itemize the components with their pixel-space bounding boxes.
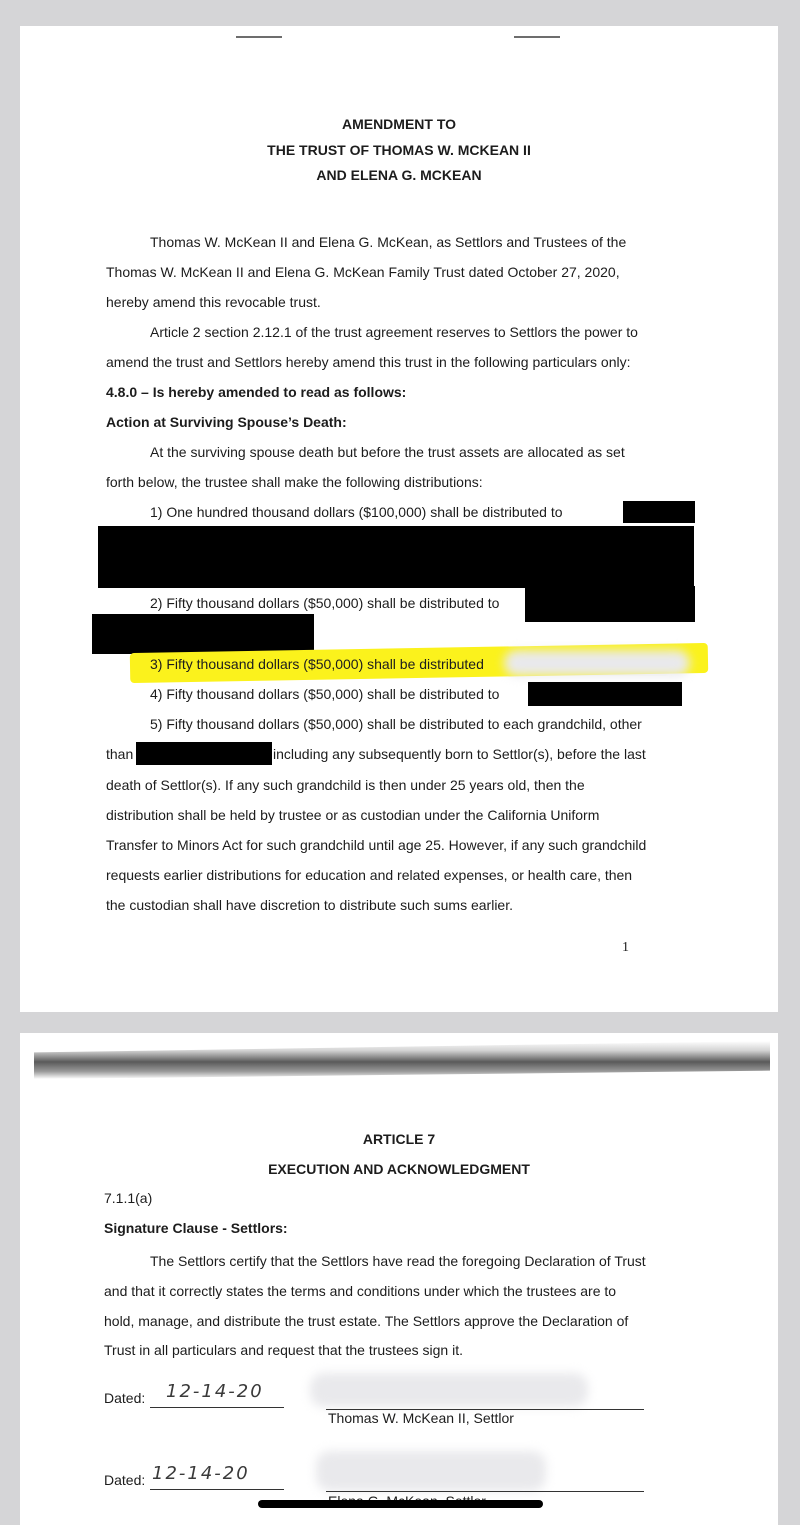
section-number: 7.1.1(a) [104, 1190, 153, 1206]
signer-name: Thomas W. McKean II, Settlor [328, 1410, 514, 1426]
distribution-item-3: 3) Fifty thousand dollars ($50,000) shall be distributed [150, 656, 484, 672]
distribution-item-2: 2) Fifty thousand dollars ($50,000) shall be distributed to [150, 595, 500, 611]
item-5-line: distribution shall be held by trustee or as custodian under the California Uniform [106, 807, 600, 823]
redaction-bar [623, 501, 695, 523]
redaction-bar [136, 742, 272, 765]
scan-shadow-bar [34, 1041, 770, 1079]
redaction-bar [92, 614, 314, 654]
clause-line: and that it correctly states the terms and conditions under which the trustees are to [104, 1283, 617, 1299]
paragraph-1-line: Thomas W. McKean II and Elena G. McKean, as Settlors and Trustees of the [150, 234, 627, 250]
home-indicator[interactable] [258, 1500, 543, 1508]
blurred-signature [316, 1451, 546, 1491]
distribution-item-5: 5) Fifty thousand dollars ($50,000) shall be distributed to each grandchild, other [150, 716, 642, 732]
signature-line [326, 1491, 644, 1492]
item-5-line: Transfer to Minors Act for such grandchild until age 25. However, if any such grandchild [106, 837, 647, 853]
clause-line: Trust in all particulars and request that the trustees sign it. [104, 1342, 463, 1358]
clause-line: The Settlors certify that the Settlors have read the foregoing Declaration of Trust [150, 1253, 646, 1269]
paragraph-1-line: hereby amend this revocable trust. [106, 294, 321, 310]
clause-heading: Signature Clause - Settlors: [104, 1220, 288, 1236]
item-5-line: death of Settlor(s). If any such grandchild is then under 25 years old, then the [106, 777, 585, 793]
paragraph-2-line: Article 2 section 2.12.1 of the trust agreement reserves to Settlors the power to [150, 324, 638, 340]
document-title-line-2: THE TRUST OF THOMAS W. MCKEAN II [267, 142, 531, 158]
redaction-bar [525, 586, 695, 622]
scan-mark [236, 36, 282, 38]
handwritten-date: 12-14-20 [166, 1381, 264, 1402]
scan-mark [514, 36, 560, 38]
document-page-1 [20, 26, 778, 1012]
page-number: 1 [622, 940, 629, 955]
paragraph-1-line: Thomas W. McKean II and Elena G. McKean Family Trust dated October 27, 2020, [106, 264, 620, 280]
distribution-item-1: 1) One hundred thousand dollars ($100,000) shall be distributed to [150, 504, 563, 520]
dated-label: Dated: [104, 1390, 146, 1406]
document-title-line-1: AMENDMENT TO [341, 116, 457, 132]
paragraph-2-line: amend the trust and Settlors hereby amend this trust in the following particulars only: [106, 354, 631, 370]
paragraph-3-line: At the surviving spouse death but before the trust assets are allocated as set [150, 444, 625, 460]
item-5-continued: including any subsequently born to Settlor(s), before the last [273, 746, 646, 762]
item-5-line: the custodian shall have discretion to distribute such sums earlier. [106, 897, 513, 913]
blurred-signature [310, 1373, 588, 1407]
distribution-item-4: 4) Fifty thousand dollars ($50,000) shall be distributed to [150, 686, 500, 702]
section-heading: 4.8.0 – Is hereby amended to read as follows: [106, 384, 407, 400]
date-line [150, 1489, 284, 1490]
handwritten-date: 12-14-20 [152, 1463, 250, 1484]
item-5-line: requests earlier distributions for education and related expenses, or health care, then [106, 867, 633, 883]
subheading: Action at Surviving Spouse’s Death: [106, 414, 347, 430]
document-title-line-3: AND ELENA G. MCKEAN [316, 167, 482, 183]
redaction-bar [528, 682, 682, 706]
date-line [150, 1407, 284, 1408]
article-number: ARTICLE 7 [362, 1131, 436, 1147]
redaction-block [98, 526, 694, 588]
paragraph-3-line: forth below, the trustee shall make the following distributions: [106, 474, 483, 490]
dated-label: Dated: [104, 1472, 146, 1488]
clause-line: hold, manage, and distribute the trust estate. The Settlors approve the Declaration of [104, 1313, 629, 1329]
document-page-2 [20, 1033, 778, 1525]
article-title: EXECUTION AND ACKNOWLEDGMENT [268, 1161, 530, 1177]
item-5-than: than [106, 746, 134, 762]
blurred-redaction [504, 650, 690, 676]
